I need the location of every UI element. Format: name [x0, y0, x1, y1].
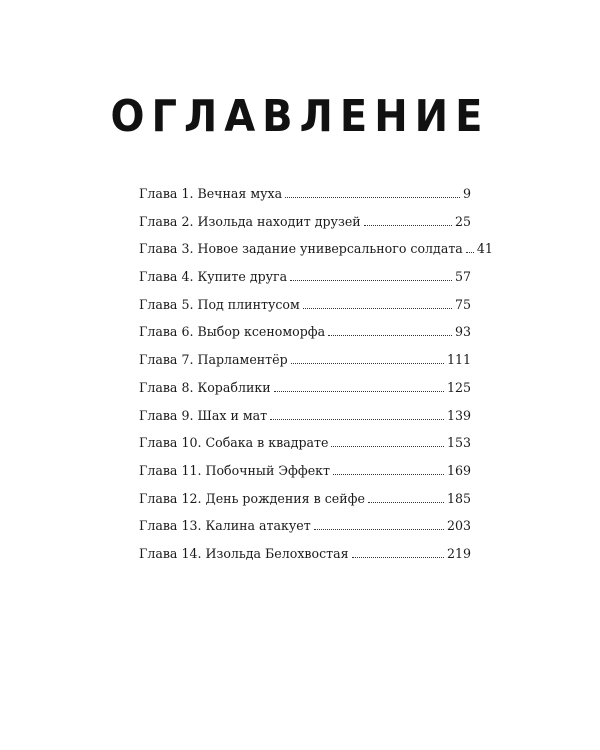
- toc-entry-title: Глава 9. Шах и мат: [139, 407, 268, 423]
- toc-entry-page: 111: [446, 352, 471, 368]
- toc-entry-page: 153: [446, 435, 471, 451]
- toc-entry-page: 139: [446, 407, 471, 423]
- toc-entry-page: 219: [446, 545, 471, 561]
- toc-entry-title: Глава 14. Изольда Белохвостая: [139, 545, 349, 561]
- toc-entry-title: Глава 8. Кораблики: [139, 379, 271, 395]
- toc-entry-page: 203: [446, 518, 471, 534]
- dot-leader: [285, 197, 460, 198]
- toc-entry: [139, 297, 471, 325]
- toc-entry-title: Глава 13. Калина атакует: [139, 518, 311, 534]
- toc-entry: [139, 408, 471, 436]
- dot-leader: [364, 225, 452, 226]
- toc-entry-title: Глава 7. Парламентёр: [139, 352, 288, 368]
- toc-entry-page: 169: [446, 462, 471, 478]
- dot-leader: [274, 391, 444, 392]
- toc-entry-page: 75: [454, 296, 471, 312]
- toc-entry-title: Глава 3. Новое задание универсального солдата: [139, 241, 463, 257]
- toc-entry: [139, 269, 471, 297]
- dot-leader: [333, 474, 444, 475]
- toc-entry-page: 41: [476, 241, 493, 257]
- toc-entry: [139, 186, 471, 214]
- toc-entry-page: 185: [446, 490, 471, 506]
- dot-leader: [328, 335, 452, 336]
- dot-leader: [270, 419, 444, 420]
- toc-entry: [139, 546, 471, 574]
- dot-leader: [331, 446, 443, 447]
- toc-entry-title: Глава 11. Побочный Эффект: [139, 462, 330, 478]
- dot-leader: [303, 308, 452, 309]
- toc-entry: [139, 380, 471, 408]
- toc-entry: [139, 435, 471, 463]
- toc-entry: [139, 518, 471, 546]
- dot-leader: [290, 280, 452, 281]
- toc-entry: [139, 241, 493, 269]
- toc-entry-title: Глава 1. Вечная муха: [139, 186, 283, 201]
- toc-entry-title: Глава 4. Купите друга: [139, 269, 288, 285]
- toc-entry-title: Глава 10. Собака в квадрате: [139, 435, 329, 451]
- dot-leader: [291, 363, 444, 364]
- dot-leader: [314, 529, 444, 530]
- toc-entry-page: 57: [454, 269, 471, 285]
- toc-entry: [139, 491, 471, 519]
- dot-leader: [466, 252, 474, 253]
- toc-entry: [139, 324, 471, 352]
- toc-entry-page: 93: [454, 324, 471, 340]
- toc-entry-title: Глава 12. День рождения в сейфе: [139, 490, 365, 506]
- toc-entry-page: 9: [462, 186, 471, 201]
- toc-entry-title: Глава 5. Под плинтусом: [139, 296, 300, 312]
- toc-entry: [139, 352, 471, 380]
- page-title: ОГЛАВЛЕНИЕ: [110, 92, 490, 142]
- toc-entry-page: 125: [446, 379, 471, 395]
- table-of-contents: [139, 186, 493, 574]
- toc-entry-page: 25: [454, 213, 471, 229]
- toc-entry-title: Глава 6. Выбор ксеноморфа: [139, 324, 326, 340]
- dot-leader: [368, 502, 444, 503]
- dot-leader: [352, 557, 444, 558]
- toc-entry: [139, 214, 471, 242]
- toc-entry-title: Глава 2. Изольда находит друзей: [139, 213, 361, 229]
- toc-entry: [139, 463, 471, 491]
